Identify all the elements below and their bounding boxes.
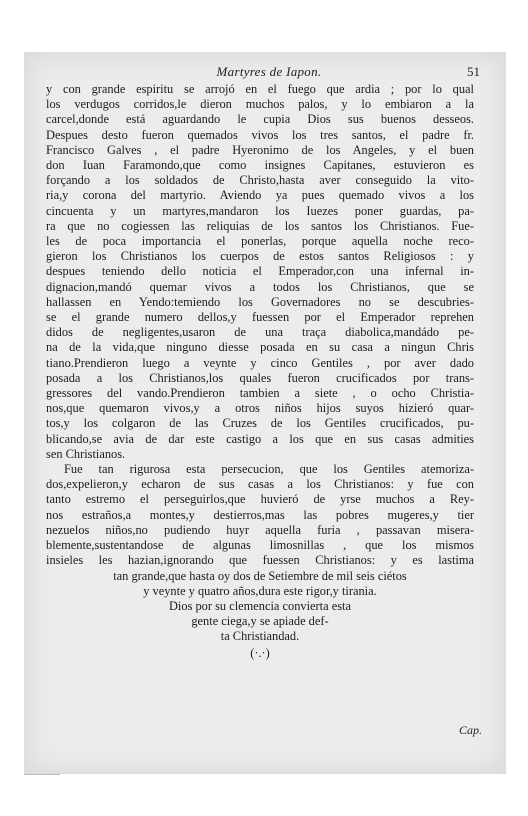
text-line: carcel,donde está aguardando le cupia Dios sus buenos desseos. <box>46 112 474 127</box>
text-line: gressores del vando.Prendieron tambien a siete , o ocho Christia- <box>46 386 474 401</box>
text-line: didos de negligentes,usaron de una traça diabolica,mandádo pe- <box>46 325 474 340</box>
paragraph-1 <box>46 82 474 462</box>
text-line: Francisco Galves , el padre Hyeronimo de los Angeles, y el buen <box>46 142 474 157</box>
text-line: Dios por su clemencia convierta esta <box>168 598 351 613</box>
text-line: don Iuan Faramondo,que como insignes Capitanes, estuvieron es <box>46 158 474 173</box>
text-line: ra que no cogiessen las reliquias de los santos los Christianos. Fue- <box>46 218 474 233</box>
text-line: tan grande,que hasta oy dos de Setiembre de mil seis ciétos <box>113 568 407 583</box>
page-number: 51 <box>467 64 480 79</box>
text-line: nos estraños,a montes,y destierros,mas las pobres mugeres,y tier <box>46 507 474 522</box>
text-line: dos,expelieron,y echaron de sus casas a los Christianos: y fue con <box>46 477 474 492</box>
text-line: nos,que quemaron vivos,y a otros niños hijos suyos hizieró quar- <box>46 401 474 416</box>
text-line: sen Christianos. <box>46 446 126 461</box>
text-line: blemente,sustentandose de algunas limosnillas , que los mismos <box>46 538 474 553</box>
text-line: cincuenta y un martyres,mandaron los Iuezes poner guardas, pa- <box>46 203 474 218</box>
text-line: los verdugos corridos,le dieron muchos palos, y lo embiaron a la <box>46 97 474 112</box>
text-line: les de poca importancia el ponerlas, porque aquella noche reco- <box>46 234 474 249</box>
text-line: se el grande numero dellos,y fuessen por el Emperador reprehen <box>46 310 474 325</box>
text-line: ta Christiandad. <box>220 629 300 644</box>
page-header <box>50 64 488 82</box>
text-line: Fue tan rigurosa esta persecucion, que los Gentiles atemoriza- <box>64 462 474 477</box>
book-page <box>24 52 506 774</box>
text-line: ria,y corona del martyrio. Aviendo ya pues quemado vivos a los <box>46 188 474 203</box>
text-line: tanto estremo el perseguirlos,que huvieró de yrse muchos a Rey- <box>46 492 474 507</box>
catchword: Cap. <box>458 723 482 737</box>
text-line: dignacion,mandó quemar vivos a todos los Christianos, que se <box>46 279 474 294</box>
text-line: Despues desto fueron quemados vivos los tres santos, el padre fr. <box>46 127 474 142</box>
text-line: gente ciega,y se apiade def- <box>191 614 329 629</box>
text-line: na de la vida,que ninguno diesse posada en su casa a ningun Chris <box>46 340 474 355</box>
text-line: tos,y los colgaron de las Cruzes de los Gentiles crucificados, pu- <box>46 416 474 431</box>
text-line: posada a los Christianos,los quales fueron crucificados por trans- <box>46 370 474 385</box>
running-title: Martyres de Iapon. <box>216 64 322 79</box>
text-line: nezuelos niños,no pudiendo huyr aquella furia , passavan misera- <box>46 522 474 537</box>
text-line: gieron los Christianos los cuerpos de estos santos Religiosos : y <box>46 249 474 264</box>
text-line: insieles les hazian,ignorando que fuessen Christianos: y es lastima <box>46 553 474 568</box>
text-line: tiano.Prendieron luego a veynte y cinco Gentiles , por aver dado <box>46 355 474 370</box>
closing-ornament: (·.·) <box>250 645 270 660</box>
text-line: y veynte y quatro años,dura este rigor,y tirania. <box>143 583 377 598</box>
text-line: y con grande espiritu se arrojó en el fuego que ardia ; por lo qual <box>46 82 474 96</box>
scan-edge-mark <box>24 774 60 775</box>
page-body <box>46 82 474 661</box>
paragraph-2 <box>46 462 474 599</box>
text-line: hallassen en Yendo:temiendo los Governadores no se descubries- <box>46 294 474 309</box>
text-line: despues teniendo dello noticia el Emperador,con una infernal in- <box>46 264 474 279</box>
text-line: forçando a los soldados de Christo,hasta aver conseguido la vito- <box>46 173 474 188</box>
closing-prayer <box>46 599 474 645</box>
text-line: blicando,se avia de dar este castigo a los que en sus casas admities <box>46 431 474 446</box>
